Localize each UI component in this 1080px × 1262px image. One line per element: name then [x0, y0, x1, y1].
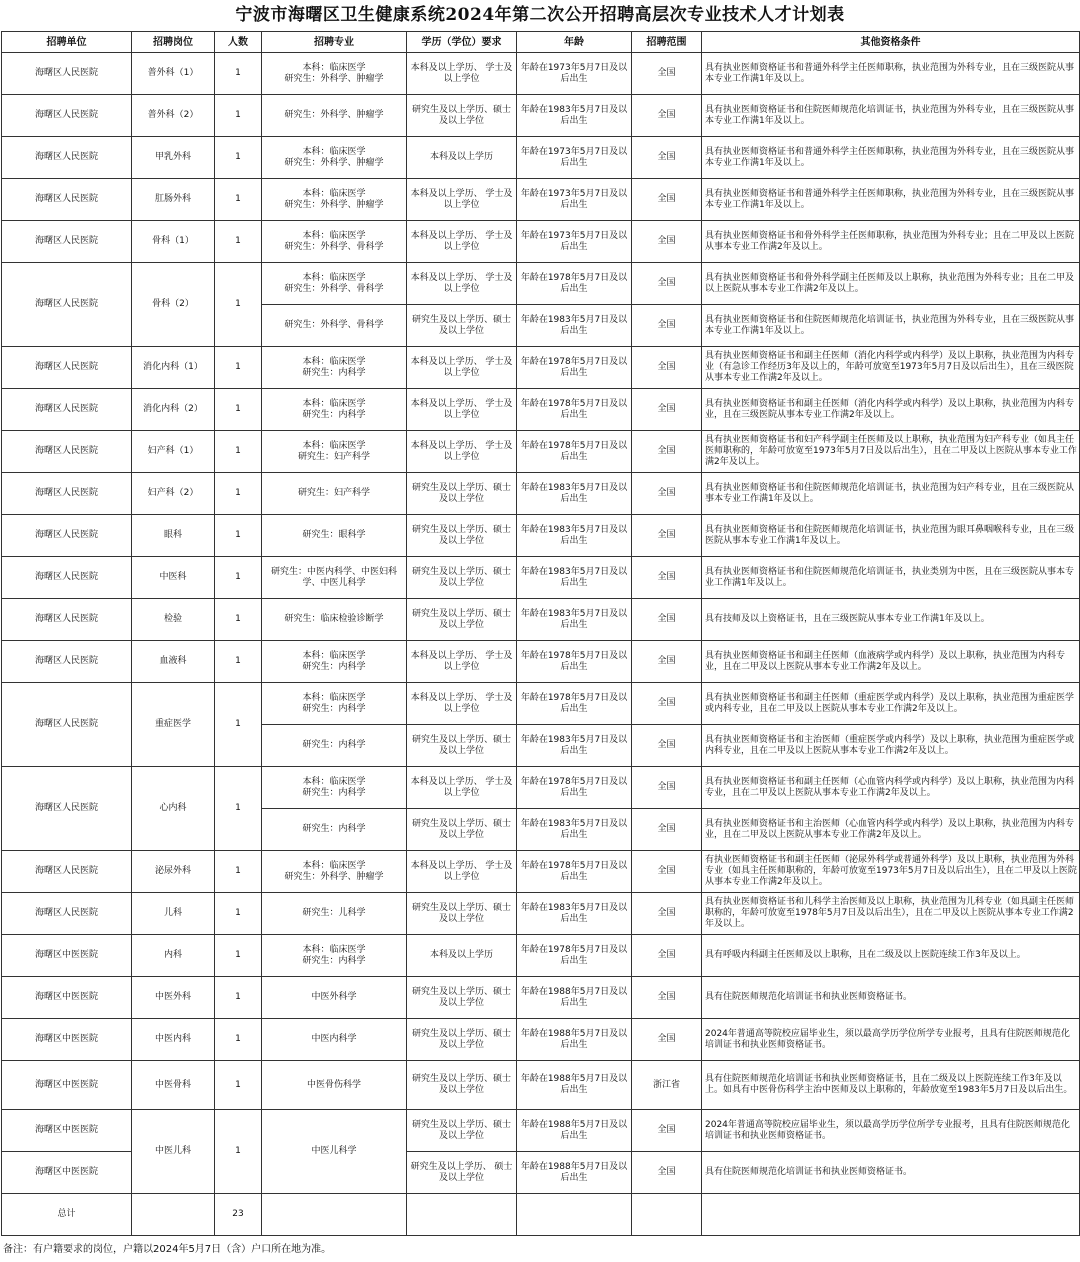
conditions-cell: 具有住院医师规范化培训证书和执业医师资格证书。 [702, 1152, 1080, 1194]
unit-cell: 海曙区人民医院 [2, 263, 132, 347]
age-cell: 年龄在1978年5月7日及以后出生 [517, 851, 632, 893]
age-cell: 年龄在1983年5月7日及以后出生 [517, 473, 632, 515]
column-header-post: 招聘岗位 [132, 32, 215, 53]
empty-cell [702, 1194, 1080, 1236]
unit-cell: 海曙区人民医院 [2, 557, 132, 599]
age-cell: 年龄在1978年5月7日及以后出生 [517, 935, 632, 977]
post-cell: 肛肠外科 [132, 179, 215, 221]
major-cell: 中医骨伤科学 [262, 1061, 407, 1110]
education-cell: 研究生及以上学历、硕士及以上学位 [407, 1019, 517, 1061]
major-cell: 研究生：临床检验诊断学 [262, 599, 407, 641]
post-cell: 血液科 [132, 641, 215, 683]
scope-cell: 全国 [632, 53, 702, 95]
conditions-cell: 具有执业医师资格证书和普通外科学主任医师职称，执业范围为外科专业，且在三级医院从事本专业工作满1年及以上。 [702, 53, 1080, 95]
unit-cell: 海曙区中医医院 [2, 1019, 132, 1061]
education-cell: 本科及以上学历 [407, 137, 517, 179]
age-cell: 年龄在1978年5月7日及以后出生 [517, 683, 632, 725]
education-cell: 研究生及以上学历、硕士及以上学位 [407, 977, 517, 1019]
education-cell: 研究生及以上学历、硕士及以上学位 [407, 515, 517, 557]
post-cell: 普外科（2） [132, 95, 215, 137]
unit-cell: 海曙区人民医院 [2, 137, 132, 179]
age-cell: 年龄在1973年5月7日及以后出生 [517, 137, 632, 179]
post-cell: 妇产科（2） [132, 473, 215, 515]
table-row [2, 137, 1080, 179]
education-cell: 本科及以上学历、 学士及以上学位 [407, 179, 517, 221]
age-cell: 年龄在1973年5月7日及以后出生 [517, 179, 632, 221]
table-row [2, 473, 1080, 515]
education-cell: 本科及以上学历、 学士及以上学位 [407, 53, 517, 95]
conditions-cell: 具有呼吸内科副主任医师及以上职称，且在二级及以上医院连续工作3年及以上。 [702, 935, 1080, 977]
count-cell: 1 [215, 893, 262, 935]
scope-cell: 全国 [632, 893, 702, 935]
table-row [2, 179, 1080, 221]
conditions-cell: 2024年普通高等院校应届毕业生，须以最高学历学位所学专业报考，且具有住院医师规范化培训证书和执业医师资格证书。 [702, 1110, 1080, 1152]
major-cell: 中医内科学 [262, 1019, 407, 1061]
table-row [2, 851, 1080, 893]
education-cell: 研究生及以上学历、硕士及以上学位 [407, 1110, 517, 1152]
footnote: 备注：有户籍要求的岗位，户籍以2024年5月7日（含）户口所在地为准。 [3, 1244, 332, 1255]
post-cell: 中医外科 [132, 977, 215, 1019]
age-cell: 年龄在1978年5月7日及以后出生 [517, 431, 632, 473]
count-cell: 1 [215, 347, 262, 389]
empty-cell [517, 1194, 632, 1236]
table-row [2, 599, 1080, 641]
major-cell: 研究生：儿科学 [262, 893, 407, 935]
unit-cell: 海曙区中医医院 [2, 977, 132, 1019]
table-row [2, 1061, 1080, 1110]
major-cell: 研究生：外科学、肿瘤学 [262, 95, 407, 137]
table-row [2, 893, 1080, 935]
major-cell: 本科：临床医学 研究生：内科学 [262, 683, 407, 725]
education-cell: 本科及以上学历、 学士及以上学位 [407, 263, 517, 305]
scope-cell: 全国 [632, 977, 702, 1019]
education-cell: 本科及以上学历 [407, 935, 517, 977]
major-cell: 研究生：外科学、骨科学 [262, 305, 407, 347]
column-header-unit: 招聘单位 [2, 32, 132, 53]
post-cell: 普外科（1） [132, 53, 215, 95]
total-count: 23 [215, 1194, 262, 1236]
major-cell: 本科：临床医学 研究生：外科学、骨科学 [262, 221, 407, 263]
major-cell: 本科：临床医学 研究生：内科学 [262, 347, 407, 389]
post-cell: 中医内科 [132, 1019, 215, 1061]
scope-cell: 全国 [632, 1152, 702, 1194]
table-row [2, 389, 1080, 431]
education-cell: 本科及以上学历、 学士及以上学位 [407, 851, 517, 893]
count-cell: 1 [215, 683, 262, 767]
table-row [2, 263, 1080, 305]
unit-cell: 海曙区人民医院 [2, 53, 132, 95]
scope-cell: 全国 [632, 389, 702, 431]
unit-cell: 海曙区人民医院 [2, 515, 132, 557]
post-cell: 妇产科（1） [132, 431, 215, 473]
post-cell: 骨科（1） [132, 221, 215, 263]
post-cell: 甲乳外科 [132, 137, 215, 179]
unit-cell: 海曙区人民医院 [2, 893, 132, 935]
column-header-age: 年龄 [517, 32, 632, 53]
age-cell: 年龄在1973年5月7日及以后出生 [517, 53, 632, 95]
scope-cell: 全国 [632, 851, 702, 893]
unit-cell: 海曙区中医医院 [2, 1061, 132, 1110]
count-cell: 1 [215, 1110, 262, 1194]
scope-cell: 全国 [632, 599, 702, 641]
column-header-major: 招聘专业 [262, 32, 407, 53]
count-cell: 1 [215, 557, 262, 599]
major-cell: 本科：临床医学 研究生：内科学 [262, 935, 407, 977]
education-cell: 本科及以上学历、 学士及以上学位 [407, 431, 517, 473]
unit-cell: 海曙区人民医院 [2, 221, 132, 263]
count-cell: 1 [215, 137, 262, 179]
scope-cell: 浙江省 [632, 1061, 702, 1110]
age-cell: 年龄在1983年5月7日及以后出生 [517, 557, 632, 599]
education-cell: 研究生及以上学历、硕士及以上学位 [407, 809, 517, 851]
table-row [2, 1019, 1080, 1061]
table-row [2, 53, 1080, 95]
education-cell: 研究生及以上学历、 硕士及以上学位 [407, 1152, 517, 1194]
education-cell: 本科及以上学历、 学士及以上学位 [407, 767, 517, 809]
scope-cell: 全国 [632, 683, 702, 725]
post-cell: 检验 [132, 599, 215, 641]
education-cell: 本科及以上学历、 学士及以上学位 [407, 683, 517, 725]
scope-cell: 全国 [632, 809, 702, 851]
major-cell: 本科：临床医学 研究生：内科学 [262, 641, 407, 683]
age-cell: 年龄在1988年5月7日及以后出生 [517, 1061, 632, 1110]
scope-cell: 全国 [632, 221, 702, 263]
conditions-cell: 具有执业医师资格证书和主治医师（重症医学或内科学）及以上职称，执业范围为重症医学或内科专业，且在二甲及以上医院从事本专业工作满2年及以上。 [702, 725, 1080, 767]
count-cell: 1 [215, 431, 262, 473]
column-header-count: 人数 [215, 32, 262, 53]
education-cell: 研究生及以上学历、硕士及以上学位 [407, 599, 517, 641]
post-cell: 内科 [132, 935, 215, 977]
major-cell: 研究生：妇产科学 [262, 473, 407, 515]
post-cell: 骨科（2） [132, 263, 215, 347]
education-cell: 研究生及以上学历、硕士及以上学位 [407, 557, 517, 599]
unit-cell: 海曙区人民医院 [2, 767, 132, 851]
column-header-education: 学历（学位）要求 [407, 32, 517, 53]
count-cell: 1 [215, 767, 262, 851]
count-cell: 1 [215, 53, 262, 95]
count-cell: 1 [215, 263, 262, 347]
table-row [2, 1110, 1080, 1152]
count-cell: 1 [215, 389, 262, 431]
conditions-cell: 具有执业医师资格证书和住院医师规范化培训证书，执业范围为外科专业，且在三级医院从事本专业工作满1年及以上。 [702, 305, 1080, 347]
table-row [2, 977, 1080, 1019]
column-header-conditions: 其他资格条件 [702, 32, 1080, 53]
total-label: 总计 [2, 1194, 132, 1236]
major-cell: 本科：临床医学 研究生：内科学 [262, 389, 407, 431]
empty-cell [132, 1194, 215, 1236]
major-cell: 本科：临床医学 研究生：外科学、肿瘤学 [262, 851, 407, 893]
table-row [2, 95, 1080, 137]
conditions-cell: 具有技师及以上资格证书，且在三级医院从事本专业工作满1年及以上。 [702, 599, 1080, 641]
total-row [2, 1194, 1080, 1236]
empty-cell [407, 1194, 517, 1236]
conditions-cell: 具有执业医师资格证书和主治医师（心血管内科学或内科学）及以上职称，执业范围为内科专业，且在二甲及以上医院从事本专业工作满2年及以上。 [702, 809, 1080, 851]
count-cell: 1 [215, 641, 262, 683]
scope-cell: 全国 [632, 725, 702, 767]
conditions-cell: 具有执业医师资格证书和住院医师规范化培训证书，执业范围为眼耳鼻咽喉科专业，且在三级医院从事本专业工作满1年及以上。 [702, 515, 1080, 557]
conditions-cell: 具有执业医师资格证书和儿科学主治医师及以上职称，执业范围为儿科专业（如具副主任医师职称的，年龄可放宽至1978年5月7日及以后出生），且在二甲及以上医院从事本专业工作满2年及以上。 [702, 893, 1080, 935]
post-cell: 中医骨科 [132, 1061, 215, 1110]
post-cell: 心内科 [132, 767, 215, 851]
column-header-scope: 招聘范围 [632, 32, 702, 53]
conditions-cell: 具有执业医师资格证书和副主任医师（心血管内科学或内科学）及以上职称，执业范围为内科专业，且在二甲及以上医院从事本专业工作满2年及以上。 [702, 767, 1080, 809]
scope-cell: 全国 [632, 935, 702, 977]
scope-cell: 全国 [632, 263, 702, 305]
unit-cell: 海曙区人民医院 [2, 683, 132, 767]
age-cell: 年龄在1988年5月7日及以后出生 [517, 977, 632, 1019]
post-cell: 泌尿外科 [132, 851, 215, 893]
unit-cell: 海曙区中医医院 [2, 1110, 132, 1152]
count-cell: 1 [215, 935, 262, 977]
count-cell: 1 [215, 515, 262, 557]
major-cell: 研究生：内科学 [262, 725, 407, 767]
table-row [2, 515, 1080, 557]
scope-cell: 全国 [632, 641, 702, 683]
scope-cell: 全国 [632, 515, 702, 557]
education-cell: 研究生及以上学历、硕士及以上学位 [407, 305, 517, 347]
table-row [2, 935, 1080, 977]
count-cell: 1 [215, 599, 262, 641]
scope-cell: 全国 [632, 179, 702, 221]
conditions-cell: 具有执业医师资格证书和副主任医师（消化内科学或内科学）及以上职称，执业范围为内科专业（有急诊工作经历3年及以上的，年龄可放宽至1973年5月7日及以后出生），且在三级医院从事本专业工作满2年及以上。 [702, 347, 1080, 389]
age-cell: 年龄在1983年5月7日及以后出生 [517, 809, 632, 851]
scope-cell: 全国 [632, 95, 702, 137]
scope-cell: 全国 [632, 767, 702, 809]
scope-cell: 全国 [632, 347, 702, 389]
scope-cell: 全国 [632, 473, 702, 515]
unit-cell: 海曙区人民医院 [2, 473, 132, 515]
conditions-cell: 具有执业医师资格证书和住院医师规范化培训证书，执业类别为中医，且在三级医院从事本专业工作满1年及以上。 [702, 557, 1080, 599]
count-cell: 1 [215, 1019, 262, 1061]
conditions-cell: 具有执业医师资格证书和普通外科学主任医师职称，执业范围为外科专业，且在三级医院从事本专业工作满1年及以上。 [702, 137, 1080, 179]
table-row [2, 641, 1080, 683]
conditions-cell: 具有执业医师资格证书和副主任医师（血液病学或内科学）及以上职称，执业范围为内科专业，且在二甲及以上医院从事本专业工作满2年及以上。 [702, 641, 1080, 683]
age-cell: 年龄在1983年5月7日及以后出生 [517, 893, 632, 935]
conditions-cell: 具有执业医师资格证书和骨外科学主任医师职称，执业范围为外科专业；且在二甲及以上医院从事本专业工作满2年及以上。 [702, 221, 1080, 263]
education-cell: 本科及以上学历、 学士及以上学位 [407, 389, 517, 431]
conditions-cell: 具有住院医师规范化培训证书和执业医师资格证书。 [702, 977, 1080, 1019]
major-cell: 中医外科学 [262, 977, 407, 1019]
conditions-cell: 有执业医师资格证书和副主任医师（泌尿外科学或普通外科学）及以上职称，执业范围为外科专业（如具主任医师职称的，年龄可放宽至1973年5月7日及以后出生），且在二甲及以上医院从事本专业工作满2年及以上。 [702, 851, 1080, 893]
scope-cell: 全国 [632, 1019, 702, 1061]
age-cell: 年龄在1983年5月7日及以后出生 [517, 95, 632, 137]
conditions-cell: 具有执业医师资格证书和副主任医师（重症医学或内科学）及以上职称，执业范围为重症医学或内科专业，且在二甲及以上医院从事本专业工作满2年及以上。 [702, 683, 1080, 725]
scope-cell: 全国 [632, 1110, 702, 1152]
major-cell: 本科：临床医学 研究生：外科学、骨科学 [262, 263, 407, 305]
education-cell: 本科及以上学历、 学士及以上学位 [407, 641, 517, 683]
table-row [2, 221, 1080, 263]
count-cell: 1 [215, 95, 262, 137]
unit-cell: 海曙区人民医院 [2, 599, 132, 641]
count-cell: 1 [215, 977, 262, 1019]
age-cell: 年龄在1978年5月7日及以后出生 [517, 767, 632, 809]
education-cell: 研究生及以上学历、硕士及以上学位 [407, 473, 517, 515]
age-cell: 年龄在1983年5月7日及以后出生 [517, 599, 632, 641]
major-cell: 本科：临床医学 研究生：外科学、肿瘤学 [262, 179, 407, 221]
unit-cell: 海曙区人民医院 [2, 95, 132, 137]
table-row [2, 431, 1080, 473]
conditions-cell: 具有执业医师资格证书和骨外科学副主任医师及以上职称，执业范围为外科专业；且在二甲及以上医院从事本专业工作满2年及以上。 [702, 263, 1080, 305]
post-cell: 中医科 [132, 557, 215, 599]
education-cell: 研究生及以上学历、硕士及以上学位 [407, 1061, 517, 1110]
table-row [2, 557, 1080, 599]
age-cell: 年龄在1983年5月7日及以后出生 [517, 305, 632, 347]
empty-cell [262, 1194, 407, 1236]
age-cell: 年龄在1973年5月7日及以后出生 [517, 221, 632, 263]
count-cell: 1 [215, 473, 262, 515]
table-header-row [2, 32, 1080, 53]
age-cell: 年龄在1978年5月7日及以后出生 [517, 389, 632, 431]
age-cell: 年龄在1978年5月7日及以后出生 [517, 347, 632, 389]
scope-cell: 全国 [632, 431, 702, 473]
scope-cell: 全国 [632, 305, 702, 347]
post-cell: 重症医学 [132, 683, 215, 767]
age-cell: 年龄在1983年5月7日及以后出生 [517, 725, 632, 767]
page-title: 宁波市海曙区卫生健康系统2024年第二次公开招聘高层次专业技术人才计划表 [235, 5, 845, 25]
major-cell: 研究生：眼科学 [262, 515, 407, 557]
major-cell: 研究生：内科学 [262, 809, 407, 851]
count-cell: 1 [215, 1061, 262, 1110]
major-cell: 中医儿科学 [262, 1110, 407, 1194]
table-row [2, 767, 1080, 809]
education-cell: 本科及以上学历、 学士及以上学位 [407, 347, 517, 389]
age-cell: 年龄在1988年5月7日及以后出生 [517, 1152, 632, 1194]
empty-cell [632, 1194, 702, 1236]
major-cell: 研究生：中医内科学、中医妇科学、中医儿科学 [262, 557, 407, 599]
age-cell: 年龄在1978年5月7日及以后出生 [517, 641, 632, 683]
unit-cell: 海曙区中医医院 [2, 935, 132, 977]
unit-cell: 海曙区人民医院 [2, 347, 132, 389]
count-cell: 1 [215, 179, 262, 221]
education-cell: 研究生及以上学历、硕士及以上学位 [407, 893, 517, 935]
conditions-cell: 具有执业医师资格证书和住院医师规范化培训证书，执业范围为妇产科专业，且在三级医院从事本专业工作满1年及以上。 [702, 473, 1080, 515]
age-cell: 年龄在1983年5月7日及以后出生 [517, 515, 632, 557]
recruitment-table [1, 31, 1080, 1236]
education-cell: 研究生及以上学历、硕士及以上学位 [407, 725, 517, 767]
age-cell: 年龄在1988年5月7日及以后出生 [517, 1019, 632, 1061]
post-cell: 消化内科（1） [132, 347, 215, 389]
unit-cell: 海曙区人民医院 [2, 641, 132, 683]
education-cell: 研究生及以上学历、硕士及以上学位 [407, 95, 517, 137]
post-cell: 儿科 [132, 893, 215, 935]
major-cell: 本科：临床医学 研究生：外科学、肿瘤学 [262, 137, 407, 179]
age-cell: 年龄在1988年5月7日及以后出生 [517, 1110, 632, 1152]
unit-cell: 海曙区人民医院 [2, 431, 132, 473]
post-cell: 消化内科（2） [132, 389, 215, 431]
scope-cell: 全国 [632, 137, 702, 179]
table-row [2, 347, 1080, 389]
education-cell: 本科及以上学历、 学士及以上学位 [407, 221, 517, 263]
table-row [2, 683, 1080, 725]
unit-cell: 海曙区人民医院 [2, 179, 132, 221]
conditions-cell: 具有执业医师资格证书和普通外科学主任医师职称，执业范围为外科专业，且在三级医院从事本专业工作满1年及以上。 [702, 179, 1080, 221]
count-cell: 1 [215, 221, 262, 263]
scope-cell: 全国 [632, 557, 702, 599]
major-cell: 本科：临床医学 研究生：妇产科学 [262, 431, 407, 473]
count-cell: 1 [215, 851, 262, 893]
conditions-cell: 具有执业医师资格证书和妇产科学副主任医师及以上职称，执业范围为妇产科专业（如具主任医师职称的，年龄可放宽至1973年5月7日及以后出生），且在二甲及以上医院从事本专业工作满2年及以上。 [702, 431, 1080, 473]
conditions-cell: 具有执业医师资格证书和副主任医师（消化内科学或内科学）及以上职称，执业范围为内科专业，且在三级医院从事本专业工作满2年及以上。 [702, 389, 1080, 431]
major-cell: 本科：临床医学 研究生：内科学 [262, 767, 407, 809]
post-cell: 眼科 [132, 515, 215, 557]
conditions-cell: 2024年普通高等院校应届毕业生，须以最高学历学位所学专业报考，且具有住院医师规范化培训证书和执业医师资格证书。 [702, 1019, 1080, 1061]
unit-cell: 海曙区人民医院 [2, 851, 132, 893]
age-cell: 年龄在1978年5月7日及以后出生 [517, 263, 632, 305]
conditions-cell: 具有执业医师资格证书和住院医师规范化培训证书，执业范围为外科专业，且在三级医院从事本专业工作满1年及以上。 [702, 95, 1080, 137]
unit-cell: 海曙区中医医院 [2, 1152, 132, 1194]
conditions-cell: 具有住院医师规范化培训证书和执业医师资格证书，且在二级及以上医院连续工作3年及以上。如具有中医骨伤科学主治中医师及以上职称的，年龄放宽至1983年5月7日及以后出生。 [702, 1061, 1080, 1110]
major-cell: 本科：临床医学 研究生：外科学、肿瘤学 [262, 53, 407, 95]
post-cell: 中医儿科 [132, 1110, 215, 1194]
unit-cell: 海曙区人民医院 [2, 389, 132, 431]
